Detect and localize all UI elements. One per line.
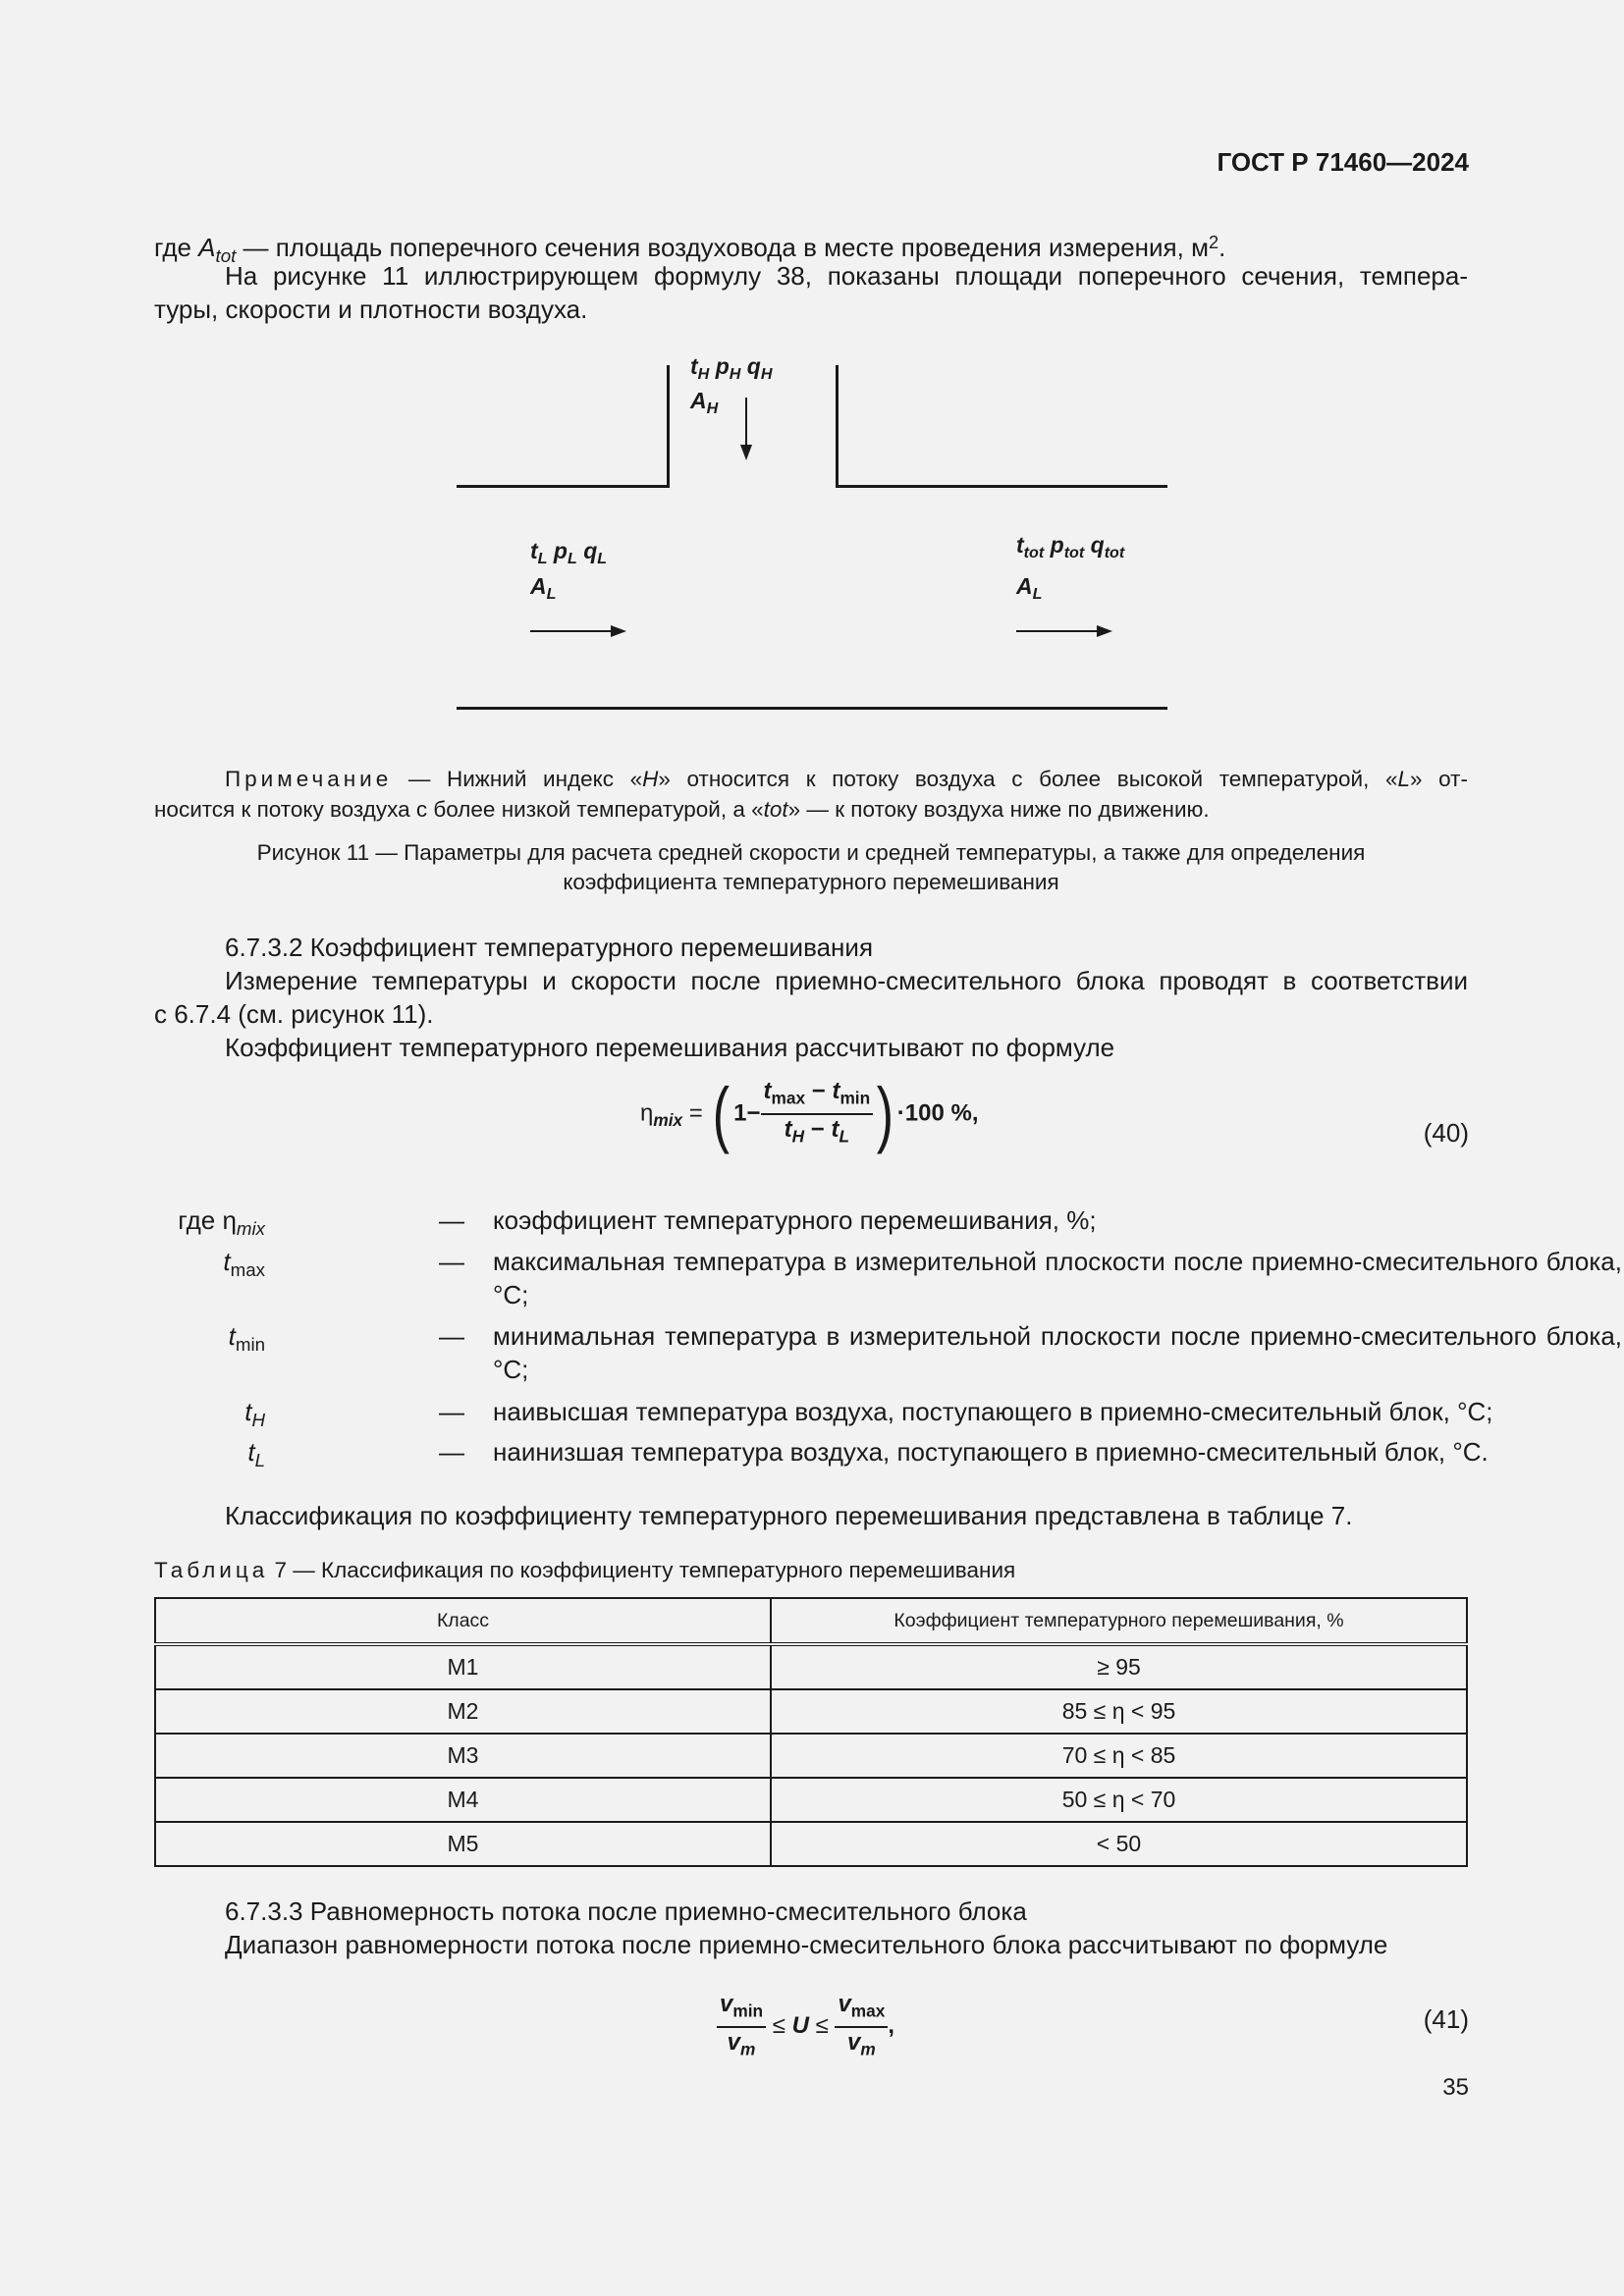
cell-class: М1 <box>155 1644 771 1689</box>
definition-text: коэффициент температурного перемешивания, %; <box>493 1205 1097 1235</box>
definition-item <box>154 1435 1489 1470</box>
classification-table <box>154 1597 1468 1867</box>
formula-number: (41) <box>1423 2004 1469 2034</box>
definition-symbol: $t_H$ <box>244 1397 265 1430</box>
paragraph-line: На рисунке 11 иллюстрирующем формулу 38, показаны площади поперечного сечения, темпера- <box>225 261 1468 291</box>
label-low-params: $t_L$ $p_L$ $q_L$ <box>530 538 608 567</box>
table-row <box>155 1689 1467 1734</box>
definition-symbol: $t_{min}$ <box>228 1321 265 1355</box>
cell-coefficient: 50 ≤ η < 70 <box>771 1778 1467 1822</box>
page-number: 35 <box>1442 2074 1469 2101</box>
definition-item <box>154 1319 1622 1386</box>
duct-bottom-wall <box>457 707 1167 710</box>
definition-item <box>154 1245 1622 1311</box>
paragraph-line: Измерение температуры и скорости после приемно-смесительного блока проводят в соответствии <box>225 966 1468 995</box>
paragraph-line: Диапазон равномерности потока после приемно-смесительного блока рассчитывают по формуле <box>225 1930 1388 1959</box>
table-caption: Таблица 7 — Классификация по коэффициенту температурного перемешивания <box>154 1558 1016 1582</box>
table-row <box>155 1734 1467 1778</box>
formula-41: $\frac{v_{min}}{v_m}$ ≤ U ≤ $\frac{v_{max}}{v_m}$ , <box>717 1991 894 2062</box>
branch-right-wall <box>836 365 839 488</box>
label-total-area: $A_L$ <box>1016 573 1043 603</box>
formula-number: (40) <box>1423 1118 1469 1148</box>
where-a-tot-line: где $A_{tot}$ — площадь поперечного сечения воздуховода в месте проведения измерения, $м^2$. <box>154 233 1226 267</box>
definition-symbol: $t_{max}$ <box>223 1247 265 1280</box>
duct-top-left-wall <box>457 485 670 488</box>
column-header-coefficient: Коэффициент температурного перемешивания, % <box>771 1598 1467 1644</box>
cell-coefficient: 70 ≤ η < 85 <box>771 1734 1467 1778</box>
definition-text: наинизшая температура воздуха, поступающего в приемно-смесительный блок, °С. <box>493 1437 1489 1467</box>
label-hot-area: $A_H$ <box>690 388 719 417</box>
label-hot-params: $t_H$ $p_H$ $q_H$ <box>690 353 773 383</box>
definition-text: максимальная температура в измерительной плоскости после приемно-смесительного блока, °С; <box>493 1247 1622 1309</box>
figure-note-cont: носится к потоку воздуха с более низкой температурой, а «tot» — к потоку воздуха ниже по движению. <box>154 797 1210 822</box>
definition-dash: — <box>439 1205 464 1235</box>
cell-class: М2 <box>155 1689 771 1734</box>
column-header-class: Класс <box>155 1598 771 1644</box>
definition-item <box>154 1395 1493 1430</box>
label-total-params: $t_{tot}$ $p_{tot}$ $q_{tot}$ <box>1016 532 1125 561</box>
definition-item <box>154 1203 1468 1237</box>
cell-coefficient: < 50 <box>771 1822 1467 1866</box>
cell-class: М5 <box>155 1822 771 1866</box>
paragraph-line: Классификация по коэффициенту температурного перемешивания представлена в таблице 7. <box>225 1501 1353 1530</box>
definition-dash: — <box>439 1397 464 1426</box>
branch-left-wall <box>667 365 670 488</box>
cell-class: М4 <box>155 1778 771 1822</box>
table-row <box>155 1822 1467 1866</box>
definition-dash: — <box>439 1437 464 1467</box>
figure-caption: Рисунок 11 — Параметры для расчета средней скорости и средней температуры, а также для определения коэффициента температурного перемешивания <box>256 840 1366 894</box>
figure-note: Примечание — Нижний индекс «H» относится к потоку воздуха с более высокой температурой, «L» от- <box>225 767 1468 791</box>
arrow-down-icon <box>736 398 756 462</box>
table-header-row <box>155 1598 1467 1644</box>
definition-dash: — <box>439 1247 464 1276</box>
section-heading: 6.7.3.2 Коэффициент температурного перемешивания <box>225 933 874 962</box>
definition-symbol: $t_L$ <box>247 1437 265 1470</box>
duct-top-right-wall <box>836 485 1167 488</box>
paragraph-line: Коэффициент температурного перемешивания рассчитывают по формуле <box>225 1033 1115 1062</box>
paragraph-line: с 6.7.4 (см. рисунок 11). <box>154 999 434 1029</box>
definition-text: минимальная температура в измерительной плоскости после приемно-смесительного блока, °С; <box>493 1321 1622 1384</box>
arrow-right-icon <box>530 621 628 641</box>
table-row <box>155 1778 1467 1822</box>
label-low-area: $A_L$ <box>530 573 557 603</box>
paragraph-line: туры, скорости и плотности воздуха. <box>154 294 588 324</box>
cell-coefficient: ≥ 95 <box>771 1644 1467 1689</box>
definition-dash: — <box>439 1321 464 1351</box>
standard-header: ГОСТ Р 71460—2024 <box>1217 147 1469 177</box>
cell-coefficient: 85 ≤ η < 95 <box>771 1689 1467 1734</box>
definition-text: наивысшая температура воздуха, поступающего в приемно-смесительный блок, °С; <box>493 1397 1493 1426</box>
definition-symbol: где $\eta_{mix}$ <box>178 1205 265 1239</box>
table-row <box>155 1644 1467 1689</box>
cell-class: М3 <box>155 1734 771 1778</box>
formula-40: $\eta_{mix}$ = ( 1− $\frac{t_{max} - t_{min}}{t_H - t_L}$ ) ·100 %, <box>640 1073 979 1154</box>
section-heading: 6.7.3.3 Равномерность потока после приемно-смесительного блока <box>225 1896 1027 1926</box>
arrow-right-icon <box>1016 621 1114 641</box>
